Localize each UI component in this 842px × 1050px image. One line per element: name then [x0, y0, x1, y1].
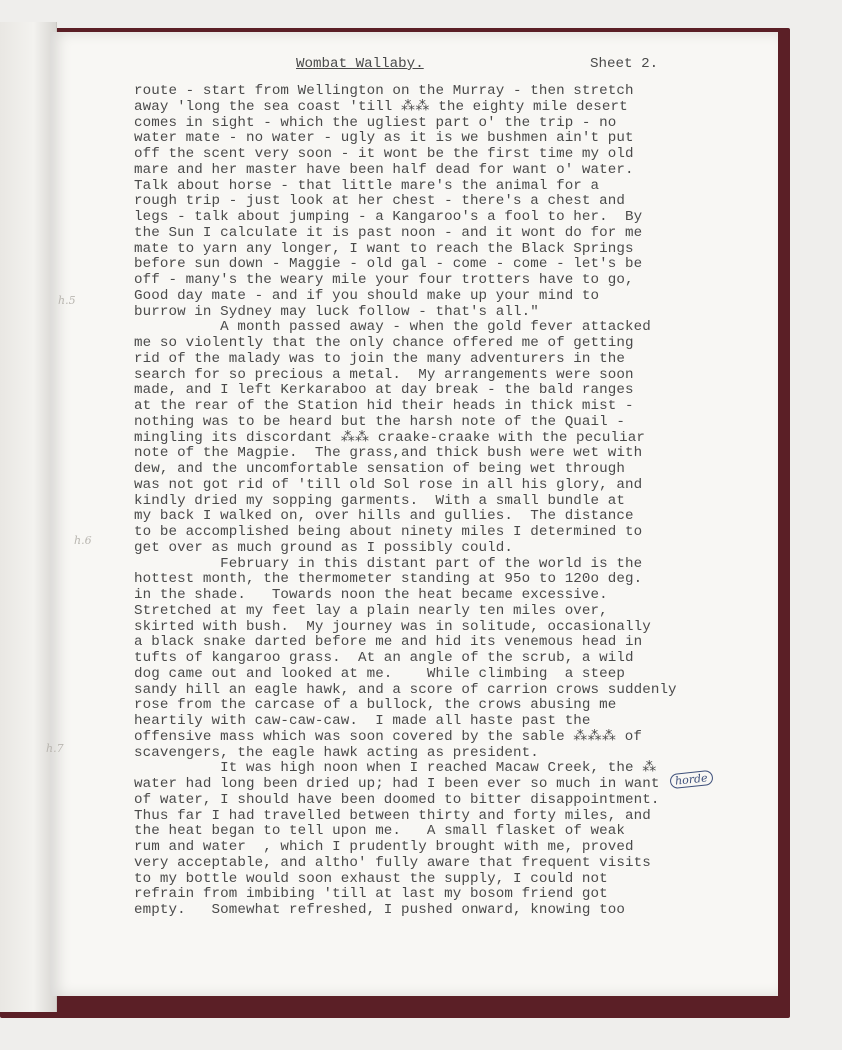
text-line: kindly dried my sopping garments. With a small bundle at	[134, 492, 625, 509]
text-line: tufts of kangaroo grass. At an angle of the scrub, a wild	[134, 650, 634, 666]
page-title: Wombat Wallaby.	[296, 56, 424, 72]
text-line: made, and I left Kerkaraboo at day break - the bald ranges	[134, 382, 634, 399]
text-line: empty. Somewhat refreshed, I pushed onward, knowing too	[134, 902, 625, 918]
text-line: rum and water , which I prudently brought with me, proved	[134, 839, 634, 855]
text-line: Talk about horse - that little mare's the animal for a	[134, 177, 600, 194]
typed-body-text	[134, 84, 677, 919]
text-line: water had long been dried up; had I been ever so much in want	[134, 776, 660, 792]
text-line: hottest month, the thermometer standing at 95o to 120o deg.	[134, 571, 643, 588]
text-line: to my bottle would soon exhaust the supply, I could not	[134, 870, 608, 887]
text-line: offensive mass which was soon covered by the sable ⁂⁂⁂ of	[134, 728, 643, 745]
text-line: Good day mate - and if you should make up your mind to	[134, 287, 600, 304]
handwritten-insert: horde	[669, 770, 713, 789]
text-line: scavengers, the eagle hawk acting as president.	[134, 744, 539, 761]
text-line: route - start from Wellington on the Murray - then stretch	[134, 83, 634, 99]
document-page	[46, 32, 778, 996]
text-line: get over as much ground as I possibly could.	[134, 539, 514, 556]
text-line: rough trip - just look at her chest - there's a chest and	[134, 193, 625, 210]
margin-note: h.6	[74, 534, 92, 547]
text-line: water mate - no water - ugly as it is we bushmen ain't put	[134, 130, 634, 147]
text-line: away 'long the sea coast 'till ⁂⁂ the eighty mile desert	[134, 98, 628, 115]
text-line: rid of the malady was to join the many adventurers in the	[134, 350, 625, 367]
sheet-number: Sheet 2.	[590, 56, 659, 72]
text-line: heartily with caw-caw-caw. I made all haste past the	[134, 713, 591, 729]
text-line: February in this distant part of the world is the	[134, 555, 643, 572]
text-line: rose from the carcase of a bullock, the crows abusing me	[134, 697, 617, 714]
text-line: refrain from imbibing 'till at last my bosom friend got	[134, 886, 608, 903]
text-line: of water, I should have been doomed to bitter disappointment.	[134, 791, 660, 808]
text-line: comes in sight - which the ugliest part o' the trip - no	[134, 114, 617, 131]
text-line: legs - talk about jumping - a Kangaroo's a fool to her. By	[134, 209, 643, 225]
text-line: nothing was to be heard but the harsh note of the Quail -	[134, 413, 625, 430]
margin-note: h.7	[46, 742, 64, 755]
text-line: off the scent very soon - it wont be the first time my old	[134, 146, 634, 162]
text-line: my back I walked on, over hills and gullies. The distance	[134, 508, 634, 525]
text-line: Thus far I had travelled between thirty and forty miles, and	[134, 807, 651, 824]
text-line: off - many's the weary mile your four trotters have to go,	[134, 272, 634, 288]
text-line: mingling its discordant ⁂⁂ craake-craake with the peculiar	[134, 429, 645, 446]
text-line: It was high noon when I reached Macaw Creek, the ⁂	[134, 760, 657, 777]
text-line: was not got rid of 'till old Sol rose in all his glory, and	[134, 476, 643, 493]
text-line: skirted with bush. My journey was in solitude, occasionally	[134, 618, 651, 635]
text-line: sandy hill an eagle hawk, and a score of carrion crows suddenly	[134, 681, 677, 698]
text-line: dew, and the uncomfortable sensation of being wet through	[134, 461, 625, 477]
text-line: the heat began to tell upon me. A small flasket of weak	[134, 823, 625, 840]
text-line: mate to yarn any longer, I want to reach the Black Springs	[134, 240, 634, 257]
text-line: at the rear of the Station hid their heads in thick mist -	[134, 398, 634, 414]
text-line: A month passed away - when the gold fever attacked	[134, 319, 651, 336]
text-line: the Sun I calculate it is past noon - and it wont do for me	[134, 224, 643, 241]
text-line: burrow in Sydney may luck follow - that's all."	[134, 303, 539, 320]
text-line: Stretched at my feet lay a plain nearly ten miles over,	[134, 602, 608, 619]
text-line: very acceptable, and altho' fully aware that frequent visits	[134, 854, 651, 871]
left-page-edge	[0, 22, 57, 1012]
text-line: search for so precious a metal. My arrangements were soon	[134, 366, 634, 383]
text-line: note of the Magpie. The grass,and thick bush were wet with	[134, 445, 643, 462]
text-line: before sun down - Maggie - old gal - come - come - let's be	[134, 256, 643, 273]
margin-note: h.5	[58, 294, 76, 307]
text-line: to be accomplished being about ninety miles I determined to	[134, 524, 643, 540]
text-line: in the shade. Towards noon the heat became excessive.	[134, 587, 608, 603]
text-line: a black snake darted before me and hid its venemous head in	[134, 634, 643, 651]
text-line: dog came out and looked at me. While climbing a steep	[134, 665, 625, 682]
text-line: me so violently that the only chance offered me of getting	[134, 335, 634, 351]
text-line: mare and her master have been half dead for want o' water.	[134, 161, 634, 178]
